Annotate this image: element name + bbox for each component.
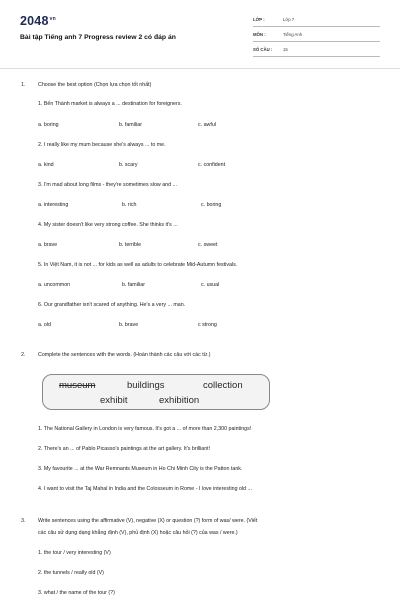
- meta-grade: [253, 14, 380, 27]
- word-museum: museum: [59, 380, 96, 391]
- meta-value: 15: [283, 47, 288, 52]
- divider: [0, 68, 400, 69]
- meta-label: SỐ CÂU :: [253, 47, 273, 52]
- section-number: 1.: [21, 82, 26, 88]
- option-c: c. sweet: [198, 242, 218, 248]
- option-b: b. rich: [122, 202, 137, 208]
- sentence-text: 3. My favourite ... at the War Remnants Museum in Ho Chi Minh City is the Patton tank.: [38, 466, 243, 472]
- word-exhibition: exhibition: [159, 395, 200, 406]
- question-text: 5. In Việt Nam, it is not ... for kids as well as adults to celebrate Mid-Autumn festivals.: [38, 262, 238, 268]
- meta-value: Lớp 7: [283, 17, 295, 22]
- exercise-item: 3. what / the name of the tour (?): [38, 590, 115, 596]
- option-b: b. scary: [119, 162, 138, 168]
- word-collection: collection: [203, 380, 243, 391]
- question-text: 3. I'm mad about long films - they're sometimes slow and ...: [38, 182, 177, 188]
- exercise-item: 1. the tour / very interesting (V): [38, 550, 111, 556]
- page-title: Bài tập Tiếng anh 7 Progress review 2 có đáp án: [20, 34, 176, 41]
- option-a: a. old: [38, 322, 51, 328]
- question-text: 6. Our grandfather isn't scared of anything. He's a very ... man.: [38, 302, 186, 308]
- option-a: a. kind: [38, 162, 54, 168]
- question-text: 2. I really like my mum because she's always ... to me.: [38, 142, 166, 148]
- meta-value: Tiếng Anh: [283, 32, 303, 37]
- exercise-item: 2. the tunnels / really old (V): [38, 570, 104, 576]
- option-a: a. boring: [38, 122, 59, 128]
- sentence-text: 1. The National Gallery in London is very famous. It's got a ... of more than 2,300 paintings!: [38, 426, 252, 432]
- option-a: a. interesting: [38, 202, 69, 208]
- section-number: 2.: [21, 352, 26, 358]
- sentence-text: 4. I want to visit the Taj Mahal in India and the Colosseum in Rome - I love interesting old ...: [38, 486, 252, 492]
- site-logo[interactable]: $2048^{vn}$: [20, 14, 56, 28]
- logo-suffix: vn: [49, 15, 56, 22]
- question-text: 4. My sister doesn't like very strong coffee. She thinks it's ...: [38, 222, 178, 228]
- option-a: a. brave: [38, 242, 58, 248]
- sentence-text: 2. There's an ... of Pablo Picasso's paintings at the art gallery. It's brilliant!: [38, 446, 211, 452]
- word-bank: [42, 374, 270, 410]
- meta-subject: [253, 29, 380, 42]
- question-text: 1. Bến Thành market is always a ... destination for foreigners.: [38, 101, 182, 107]
- section-instruction: Choose the best option (Chọn lựa chọn tốt nhất): [38, 82, 152, 88]
- section-instruction-cont: các câu sử dụng dạng khẳng định (V), phủ định (X) hoặc câu hỏi (?) của was / were.): [38, 530, 238, 536]
- page-header: [0, 0, 400, 62]
- option-c: c strong: [198, 322, 217, 328]
- section-number: 3.: [21, 518, 26, 524]
- option-b: b. terrible: [119, 242, 142, 248]
- meta-label: LỚP :: [253, 17, 265, 22]
- option-b: b. brave: [119, 322, 139, 328]
- option-c: c. boring: [201, 202, 222, 208]
- meta-count: [253, 44, 380, 57]
- meta-label: MÔN :: [253, 32, 266, 37]
- option-b: b. familiar: [119, 122, 142, 128]
- option-a: a. uncommon: [38, 282, 71, 288]
- word-exhibit: exhibit: [100, 395, 128, 406]
- option-b: b. familiar: [122, 282, 145, 288]
- section-instruction: Complete the sentences with the words. (Hoàn thành các câu với các từ.): [38, 352, 211, 358]
- section-instruction: Write sentences using the affirmative (V), negative (X) or question (?) form of was/ were. (Viết: [38, 518, 258, 524]
- option-c: c. usual: [201, 282, 220, 288]
- word-buildings: buildings: [127, 380, 165, 391]
- option-c: c. confident: [198, 162, 226, 168]
- option-c: c. awful: [198, 122, 216, 128]
